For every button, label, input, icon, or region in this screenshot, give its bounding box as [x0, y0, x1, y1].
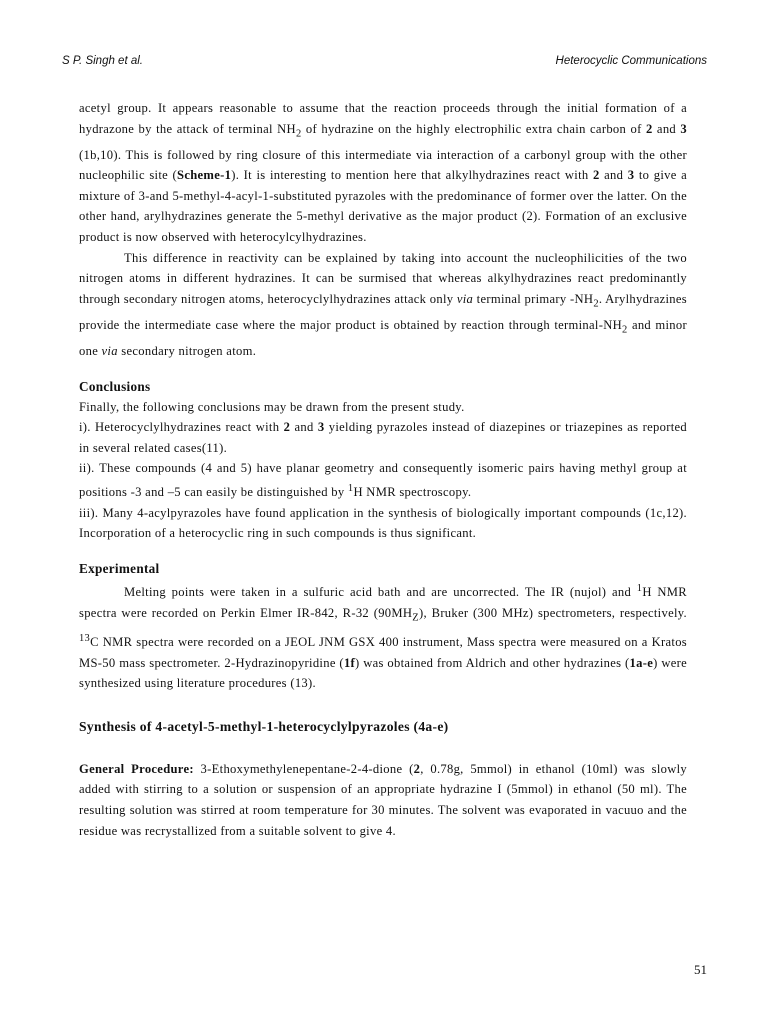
header-authors: S P. Singh et al.: [62, 55, 143, 67]
general-procedure-label: General Procedure:: [79, 761, 194, 776]
conclusion-item-iii: iii). Many 4-acylpyrazoles have found application in the synthesis of biologically important compounds (1c,12). Incorporation of a heterocyclic ring in such compounds is thus significant.: [79, 505, 687, 541]
header-journal-title: Heterocyclic Communications: [555, 55, 707, 67]
synthesis-heading: Synthesis of 4-acetyl-5-methyl-1-heterocyclylpyrazoles (4a-e): [79, 718, 449, 734]
conclusions-heading: Conclusions: [79, 378, 151, 394]
paragraph-reactivity: This difference in reactivity can be explained by taking into account the nucleophilicities of the two nitrogen atoms in different hydrazines. It can be surmised that whereas alkylhydrazines react predominantly through secondary nitrogen atoms, heterocyclylhydrazines attack only via terminal primary $-NH_2$. Arylhydrazines provide the intermediate case where the major product is obtained by reaction through terminal-$NH_2$ and minor one via secondary nitrogen atom.: [79, 250, 687, 359]
paragraph-mechanism: acetyl group. It appears reasonable to assume that the reaction proceeds through the initial formation of a hydrazone by the attack of terminal $NH_2$ of hydrazine on the highly electrophilic extra chain carbon of 2 and 3 (1b,10). This is followed by ring closure of this intermediate via interaction of a carbonyl group with the other nucleophilic site (Scheme-1). It is interesting to mention here that alkylhydrazines react with 2 and 3 to give a mixture of 3-and 5-methyl-4-acyl-1-substituted pyrazoles with the predominance of former over the latter. On the other hand, arylhydrazines generate the 5-methyl derivative as the major product (2). Formation of an exclusive product is now observed with heterocylcylhydrazines.: [79, 101, 687, 245]
conclusions-intro: Finally, the following conclusions may be drawn from the present study.: [79, 399, 465, 414]
article-body: [79, 98, 687, 841]
conclusion-item-i: i). Heterocyclylhydrazines react with 2 and 3 yielding pyrazoles instead of diazepines or triazepines as reported in several related cases(11).: [79, 420, 687, 455]
page-number: 51: [694, 962, 707, 977]
conclusion-item-ii: ii). These compounds (4 and 5) have planar geometry and consequently isomeric pairs having methyl group at positions -3 and –5 can easily be distinguished by $^1$H NMR spectroscopy.: [79, 461, 687, 500]
experimental-heading: Experimental: [79, 561, 160, 577]
paragraph-general-procedure: General Procedure: 3-Ethoxymethylenepentane-2-4-dione (2, 0.78g, 5mmol) in ethanol (10ml) was slowly added with stirring to a solution or suspension of an appropriate hydrazine I (5mmol) in ethanol (50 ml). The resulting solution was stirred at room temperature for 30 minutes. The solvent was evaporated in vacuuo and the residue was recrystallized from a suitable solvent to give 4.: [79, 761, 688, 838]
paragraph-experimental: Melting points were taken in a sulfuric acid bath and are uncorrected. The IR (nujol) and $^1$H NMR spectra were recorded on Perkin Elmer IR-842, R-32 $(90MH_Z)$, Bruker (300 MHz) spectrometers, respectively. $^{13}$C NMR spectra were recorded on a JEOL JNM GSX 400 instrument, Mass spectra were measured on a Kratos MS-50 mass spectrometer. 2-Hydrazinopyridine (1f) was obtained from Aldrich and other hydrazines (1a-e) were synthesized using literature procedures (13).: [79, 583, 687, 691]
running-header: [62, 55, 707, 71]
